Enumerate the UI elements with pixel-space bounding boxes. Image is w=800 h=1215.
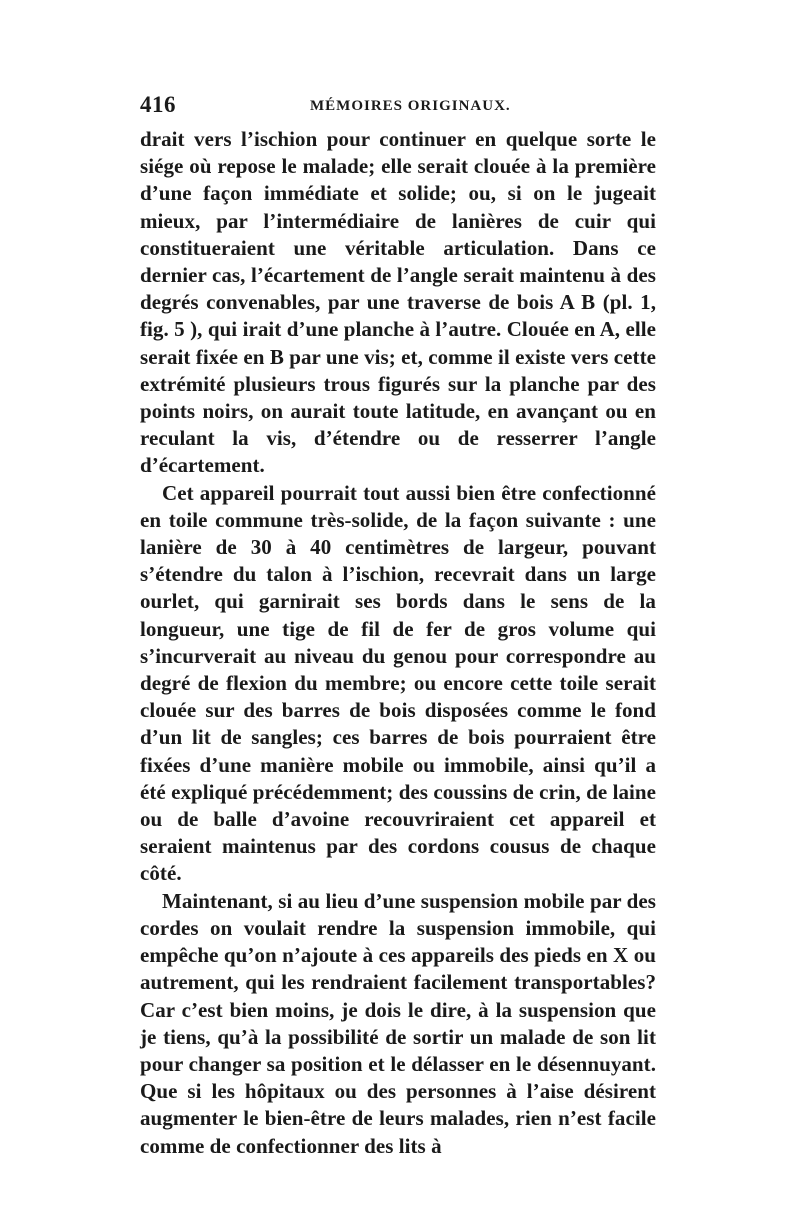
page-number: 416 — [140, 92, 176, 117]
running-head — [140, 92, 656, 122]
paragraph-continued: drait vers l’ischion pour continuer en quelque sorte le siége où repose le malade; elle serait clouée à la première d’une façon immédiate et solide; ou, si on le jugeait mieux, par l’intermédiaire de lanières de cuir qui constitueraient une véritable articulation. Dans ce dernier cas, l’écartement de l’angle serait maintenu à des degrés convenables, par une traverse de bois A B (pl. 1, fig. 5 ), qui irait d’une planche à l’autre. Clouée en A, elle serait fixée en B par une vis; et, comme il existe vers cette extrémité plusieurs trous figurés sur la planche par des points noirs, on aurait toute latitude, en avançant ou en reculant la vis, d’étendre ou de resserrer l’angle d’écartement. — [140, 127, 656, 478]
body-text — [140, 126, 656, 1160]
header-title: MÉMOIRES ORIGINAUX. — [310, 98, 511, 114]
paragraph-maintenant: Maintenant, si au lieu d’une suspension mobile par des cordes on voulait rendre la suspension immobile, qui empêche qu’on n’ajoute à ces appareils des pieds en X ou autrement, qui les rendraient facilement transportables? Car c’est bien moins, je dois le dire, à la suspension que je tiens, qu’à la possibilité de sortir un malade de son lit pour changer sa position et le délasser en le désennuyant. Que si les hôpitaux ou des personnes à l’aise désirent augmenter le bien-être de leurs malades, rien n’est facile comme de confectionner des lits à — [140, 888, 656, 1158]
book-page — [140, 92, 656, 1160]
paragraph-cet-appareil: Cet appareil pourrait tout aussi bien être confectionné en toile commune très-solide, de la façon suivante : une lanière de 30 à 40 centimètres de largeur, pouvant s’étendre du talon à l’ischion, recevrait dans un large ourlet, qui garnirait ses bords dans le sens de la longueur, une tige de fil de fer de gros volume qui s’incurverait au niveau du genou pour correspondre au degré de flexion du membre; ou encore cette toile serait clouée sur des barres de bois disposées comme le fond d’un lit de sangles; ces barres de bois pourraient être fixées d’une manière mobile ou immobile, ainsi qu’il a été expliqué précédemment; des coussins de crin, de laine ou de balle d’avoine recouvriraient cet appareil et seraient maintenus par des cordons cousus de chaque côté. — [140, 480, 656, 886]
